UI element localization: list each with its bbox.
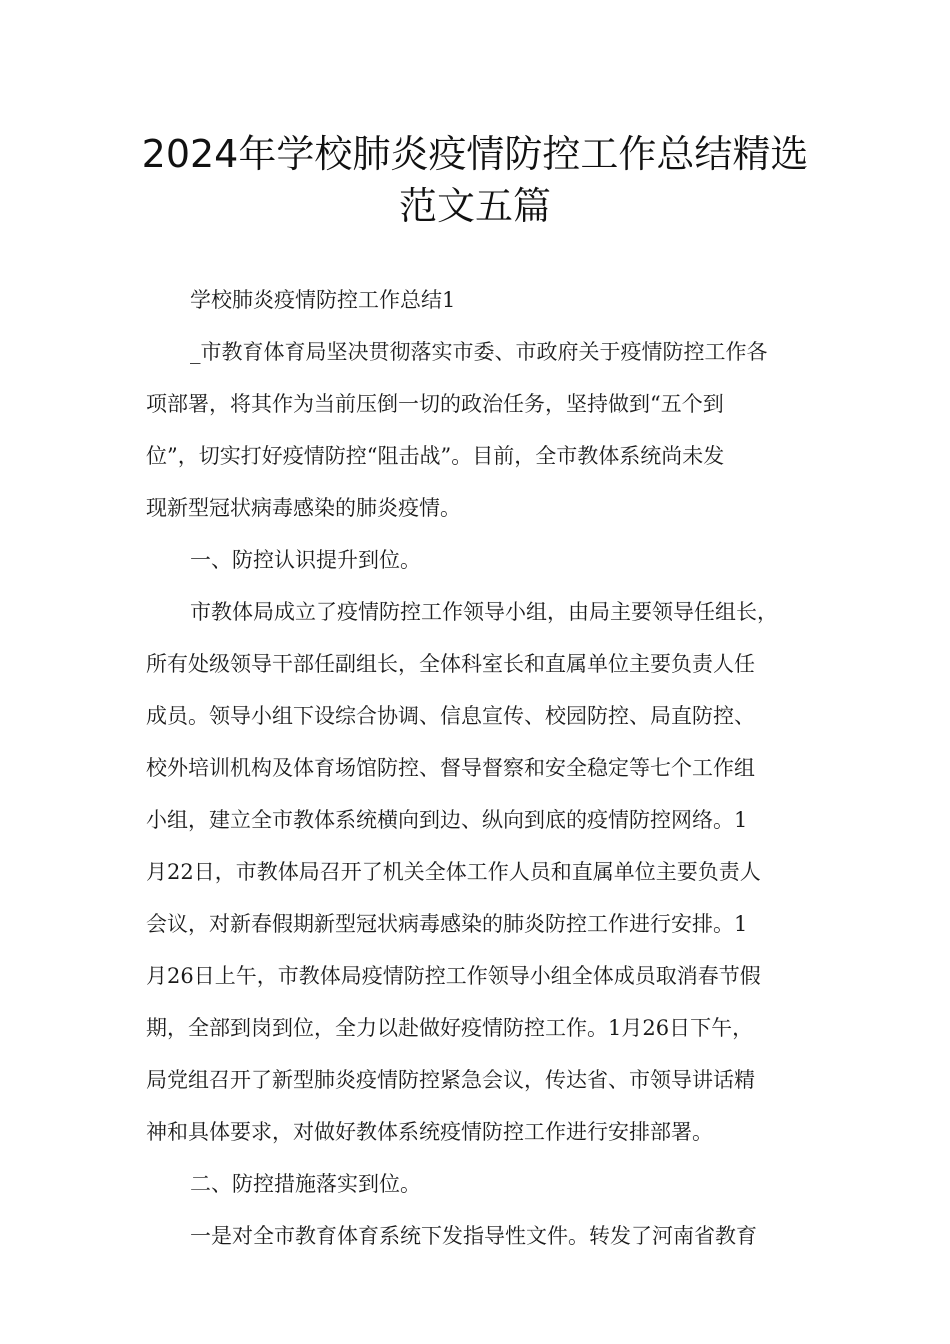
paragraph-line: 月26日上午，市教体局疫情防控工作领导小组全体成员取消春节假 bbox=[146, 964, 761, 988]
paragraph-line: 校外培训机构及体育场馆防控、督导督察和安全稳定等七个工作组 bbox=[146, 756, 755, 780]
document-title-line-2: 范文五篇 bbox=[398, 184, 551, 228]
subheading-2: 二、防控措施落实到位。 bbox=[190, 1172, 421, 1196]
paragraph-line: 局党组召开了新型肺炎疫情防控紧急会议，传达省、市领导讲话精 bbox=[146, 1068, 755, 1092]
paragraph-line: 市教体局成立了疫情防控工作领导小组，由局主要领导任组长， bbox=[190, 600, 778, 624]
paragraph-line: 神和具体要求，对做好教体系统疫情防控工作进行安排部署。 bbox=[146, 1120, 713, 1144]
paragraph-line: 现新型冠状病毒感染的肺炎疫情。 bbox=[146, 496, 461, 520]
paragraph-line: 会议，对新春假期新型冠状病毒感染的肺炎防控工作进行安排。1 bbox=[146, 912, 748, 936]
section-heading: 学校肺炎疫情防控工作总结1 bbox=[190, 288, 456, 312]
subheading-1: 一、防控认识提升到位。 bbox=[190, 548, 421, 572]
paragraph-line: _市教育体育局坚决贯彻落实市委、市政府关于疫情防控工作各 bbox=[190, 340, 768, 364]
paragraph-line: 小组，建立全市教体系统横向到边、纵向到底的疫情防控网络。1 bbox=[146, 808, 748, 832]
paragraph-line: 月22日，市教体局召开了机关全体工作人员和直属单位主要负责人 bbox=[146, 860, 761, 884]
paragraph-line: 成员。领导小组下设综合协调、信息宣传、校园防控、局直防控、 bbox=[146, 704, 755, 728]
paragraph-line: 一是对全市教育体育系统下发指导性文件。转发了河南省教育 bbox=[190, 1224, 757, 1248]
paragraph-line: 所有处级领导干部任副组长，全体科室长和直属单位主要负责人任 bbox=[146, 652, 755, 676]
paragraph-line: 期，全部到岗到位，全力以赴做好疫情防控工作。1月26日下午， bbox=[146, 1016, 754, 1040]
paragraph-line: 项部署，将其作为当前压倒一切的政治任务，坚持做到“五个到 bbox=[146, 392, 724, 416]
paragraph-line: 位”，切实打好疫情防控“阻击战”。目前，全市教体系统尚未发 bbox=[146, 444, 725, 468]
document-title-line-1: 2024年学校肺炎疫情防控工作总结精选 bbox=[141, 132, 809, 176]
